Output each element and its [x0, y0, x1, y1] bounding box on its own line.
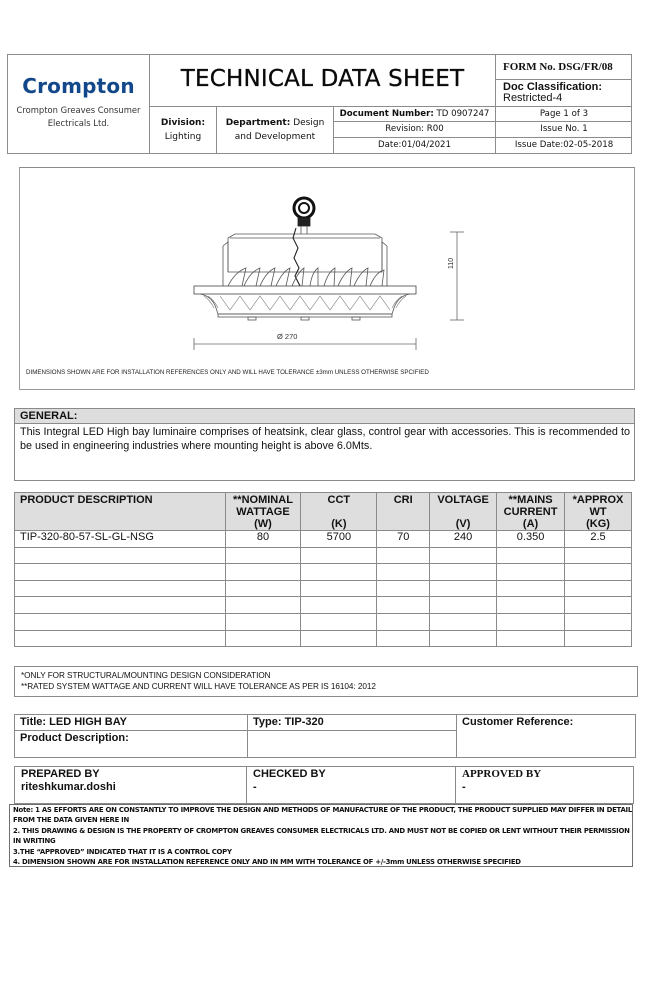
- table-row: [15, 564, 632, 581]
- approved-by-label: APPROVED BY: [462, 768, 542, 780]
- header-line: WATTAGE: [236, 506, 290, 518]
- division-cell: [150, 107, 217, 153]
- base-rim: [218, 314, 392, 317]
- page-number: Page 1 of 3: [539, 109, 589, 119]
- cell-approx-weight: [565, 547, 632, 564]
- title-block: [14, 714, 636, 758]
- eye-bolt-inner: [299, 203, 309, 213]
- cell-voltage: [430, 580, 497, 597]
- note-item: 3.THE “APPROVED” INDICATED THAT IT IS A CONTROL COPY: [13, 847, 232, 856]
- cell-mains-current: [497, 613, 565, 630]
- cell-cct: [301, 613, 377, 630]
- crompton-logo: Crompton: [22, 74, 135, 98]
- heatsink-fins: [228, 268, 384, 286]
- general-section: [14, 408, 635, 481]
- meta-row: [334, 122, 632, 137]
- bolt-neck: [301, 226, 307, 234]
- header-line: **NOMINAL: [233, 494, 293, 506]
- date: Date:01/04/2021: [334, 138, 496, 153]
- document-number: [334, 107, 496, 121]
- diameter-dimension-line: [194, 338, 416, 350]
- meta-row: [334, 138, 632, 153]
- product-title: Title: LED HIGH BAY: [15, 715, 248, 731]
- header-spacer: [430, 506, 496, 518]
- col-header-product-description: [15, 493, 226, 531]
- flange: [194, 286, 416, 294]
- height-dimension-label: 110: [448, 257, 455, 269]
- header-line: (A): [522, 518, 539, 530]
- form-number: FORM No. DSG/FR/08: [496, 55, 632, 80]
- cell-product-description: [15, 597, 226, 614]
- meta-row: [334, 107, 632, 122]
- department-value-cont: and Development: [234, 132, 316, 142]
- foot-left: [248, 317, 256, 320]
- product-spec-table: [14, 492, 632, 647]
- table-row: [15, 613, 632, 630]
- cell-cri: [377, 597, 430, 614]
- checked-by-label: CHECKED BY: [253, 768, 326, 780]
- note-item: 4. DIMENSION SHOWN ARE FOR INSTALLATION REFERENCE ONLY AND IN MM WITH TOLERANCE OF +/-3mm UNLESS OTHERWISE SPECIFIED: [13, 858, 521, 867]
- product-type: Type: TIP-320: [248, 715, 457, 731]
- general-heading: GENERAL:: [15, 409, 634, 424]
- product-description-value: [248, 731, 457, 757]
- cell-nominal-wattage: 80: [225, 531, 301, 548]
- cell-mains-current: [497, 597, 565, 614]
- document-meta: [334, 107, 632, 153]
- eye-bolt-shank: [298, 218, 310, 226]
- cell-cct: 5700: [301, 531, 377, 548]
- header-line: CRI: [393, 494, 413, 506]
- cell-cct: [301, 630, 377, 647]
- table-footnotes: [14, 666, 638, 697]
- height-dimension-line: [450, 232, 464, 320]
- logo-cell: [8, 55, 150, 153]
- cell-cri: [377, 547, 430, 564]
- cell-voltage: [430, 613, 497, 630]
- housing-top: [228, 234, 382, 272]
- title-cell: [150, 55, 496, 107]
- department-value: Design: [293, 118, 325, 128]
- approved-by: [456, 767, 633, 803]
- cell-cct: [301, 547, 377, 564]
- table-row: [15, 531, 632, 548]
- cell-approx-weight: [565, 564, 632, 581]
- cell-voltage: [430, 597, 497, 614]
- cell-voltage: 240: [430, 531, 497, 548]
- cell-mains-current: [497, 630, 565, 647]
- division-label: Division:: [160, 118, 206, 128]
- cell-cct: [301, 580, 377, 597]
- legal-notes: [9, 804, 633, 867]
- prepared-by: [15, 767, 247, 803]
- table-row: [15, 597, 632, 614]
- cell-nominal-wattage: [225, 613, 301, 630]
- prepared-by-value: riteshkumar.doshi: [21, 781, 116, 793]
- note-item: Note: 1 AS EFFORTS ARE ON CONSTANTLY TO IMPROVE THE DESIGN AND METHODS OF MANUFACTURE OF THE PRODUCT, THE PRODUCT SUPPLIED MAY DIFFER IN DETAIL FROM THE DATA GIVEN HERE IN: [13, 806, 632, 825]
- cell-cct: [301, 564, 377, 581]
- document-number-value: TD 0907247: [436, 109, 490, 119]
- col-header-approx-weight: [565, 493, 632, 531]
- cell-nominal-wattage: [225, 630, 301, 647]
- company-name: [8, 104, 149, 130]
- col-header-mains-current: [497, 493, 565, 531]
- cell-mains-current: 0.350: [497, 531, 565, 548]
- cell-voltage: [430, 564, 497, 581]
- document-number-label: Document Number:: [339, 109, 434, 119]
- document-title: TECHNICAL DATA SHEET: [180, 66, 465, 92]
- prepared-by-label: PREPARED BY: [21, 768, 100, 780]
- cell-product-description: [15, 613, 226, 630]
- cell-cri: [377, 630, 430, 647]
- approved-by-value: -: [462, 781, 466, 793]
- cell-product-description: [15, 580, 226, 597]
- col-header-cct: [301, 493, 377, 531]
- lower-fins: [204, 296, 406, 310]
- issue-number: Issue No. 1: [540, 124, 588, 135]
- lower-body: [200, 294, 410, 314]
- technical-drawing: [19, 167, 635, 390]
- cell-voltage: [430, 630, 497, 647]
- diameter-dimension-label: Ø 270: [277, 332, 298, 341]
- dimension-note: DIMENSIONS SHOWN ARE FOR INSTALLATION REFERENCES ONLY AND WILL HAVE TOLERANCE ±3mm UNLESS OTHERWISE SPCIFIED: [26, 369, 429, 376]
- header-line: (KG): [586, 518, 610, 530]
- header-line: (W): [254, 518, 272, 530]
- cell-product-description: [15, 630, 226, 647]
- footnote-structural: *ONLY FOR STRUCTURAL/MOUNTING DESIGN CONSIDERATION: [21, 671, 271, 680]
- doc-classification-label: Doc Classification:: [503, 81, 603, 93]
- department-cell: [217, 107, 334, 153]
- cell-cct: [301, 597, 377, 614]
- header-spacer: [301, 506, 376, 518]
- doc-classification: [496, 80, 632, 107]
- cell-approx-weight: [565, 597, 632, 614]
- checked-by: [247, 767, 456, 803]
- table-row: [15, 547, 632, 564]
- checked-by-value: -: [253, 781, 257, 793]
- cell-approx-weight: [565, 630, 632, 647]
- housing-outer: [223, 246, 387, 286]
- header-line: (V): [455, 518, 471, 530]
- housing-sides: [223, 242, 387, 272]
- footnote-tolerance: **RATED SYSTEM WATTAGE AND CURRENT WILL HAVE TOLERANCE AS PER IS 16104: 2012: [21, 682, 376, 691]
- header-line: (K): [331, 518, 347, 530]
- document-header: [7, 54, 632, 154]
- foot-right: [352, 317, 360, 320]
- cell-mains-current: [497, 580, 565, 597]
- table-row: [15, 580, 632, 597]
- cell-cri: [377, 564, 430, 581]
- revision: Revision: R00: [334, 122, 496, 136]
- cell-voltage: [430, 547, 497, 564]
- division-value: Lighting: [164, 132, 202, 142]
- luminaire-drawing: [20, 168, 636, 391]
- company-name-line1: Crompton Greaves Consumer: [16, 105, 141, 115]
- customer-reference: Customer Reference:: [462, 716, 574, 728]
- col-header-cri: [377, 493, 430, 531]
- header-line: **MAINS: [508, 494, 553, 506]
- cell-product-description: TIP-320-80-57-SL-GL-NSG: [15, 531, 226, 548]
- cell-nominal-wattage: [225, 547, 301, 564]
- col-header-voltage: [430, 493, 497, 531]
- header-line: CURRENT: [503, 506, 558, 518]
- luminaire-outline: [194, 198, 416, 320]
- header-line: VOLTAGE: [437, 494, 489, 506]
- header-line: CCT: [327, 494, 351, 506]
- cell-product-description: [15, 547, 226, 564]
- signoff-block: [14, 766, 634, 804]
- cell-approx-weight: [565, 580, 632, 597]
- doc-classification-value: Restricted-4: [503, 92, 563, 104]
- cell-cri: [377, 613, 430, 630]
- cell-mains-current: [497, 564, 565, 581]
- cell-approx-weight: 2.5: [565, 531, 632, 548]
- table-row: [15, 630, 632, 647]
- cell-nominal-wattage: [225, 580, 301, 597]
- issue-date: Issue Date:02-05-2018: [514, 139, 614, 150]
- header-line: *APPROX: [572, 494, 624, 506]
- company-name-line2: Electricals Ltd.: [47, 118, 110, 128]
- cell-product-description: [15, 564, 226, 581]
- cell-mains-current: [497, 547, 565, 564]
- product-description-label: Product Description:: [15, 731, 248, 757]
- col-header-nominal-wattage: [225, 493, 301, 531]
- table-body: [15, 531, 632, 647]
- cell-nominal-wattage: [225, 564, 301, 581]
- header-line: PRODUCT DESCRIPTION: [20, 494, 153, 506]
- cell-cri: 70: [377, 531, 430, 548]
- eye-bolt-ring: [294, 198, 314, 218]
- cell-nominal-wattage: [225, 597, 301, 614]
- table-header-row: [15, 493, 632, 531]
- foot-center: [301, 317, 309, 320]
- cell-cri: [377, 580, 430, 597]
- note-item: 2. THIS DRAWING & DESIGN IS THE PROPERTY OF CROMPTON GREAVES CONSUMER ELECTRICALS LTD. AND MUST NOT BE COPIED OR LENT WITHOUT THEIR PERMISSION IN WRITING: [13, 826, 630, 846]
- header-line: WT: [589, 506, 607, 518]
- department-label: Department:: [225, 118, 291, 128]
- cell-approx-weight: [565, 613, 632, 630]
- general-body: This Integral LED High bay luminaire comprises of heatsink, clear glass, control gear with accessories. This is recommended to be used in engineering industries where mounting height is above 6.0Mts.: [20, 426, 630, 452]
